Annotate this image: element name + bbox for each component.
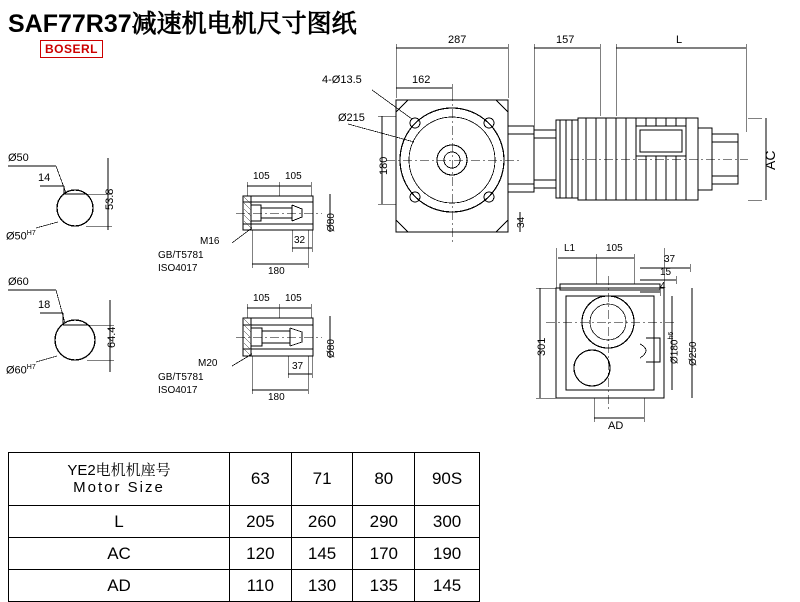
dim-d60-h7: $Ø60^{H7}$	[6, 364, 36, 377]
dim-34: 34	[516, 216, 527, 228]
table-row-label: AC	[9, 538, 230, 570]
dim-AC: AC	[762, 150, 778, 170]
dim-4-holes: 4-Ø13.5	[322, 74, 362, 86]
table-cell: 290	[353, 506, 415, 538]
dim-37-bot: 37	[292, 361, 304, 372]
std-iso4017-bot: ISO4017	[158, 385, 198, 396]
hollow-shaft-bottom	[232, 304, 330, 394]
table-cell: 170	[353, 538, 415, 570]
brand-logo: BOSERL	[40, 40, 103, 58]
dim-AD: AD	[608, 420, 624, 432]
dim-37-bv: 37	[664, 254, 676, 265]
table-col-header: 90S	[415, 453, 480, 506]
dim-105-top-a: 105	[253, 171, 270, 182]
table-col-header: 63	[230, 453, 292, 506]
dim-301: 301	[536, 337, 548, 356]
dim-L: L	[676, 34, 683, 46]
table-cell: 145	[415, 570, 480, 602]
dim-162: 162	[412, 74, 431, 86]
dim-18: 18	[38, 299, 51, 311]
dim-15: 15	[660, 267, 672, 278]
table-row	[9, 538, 480, 570]
dim-d80-top: Ø80	[326, 213, 337, 232]
std-gbt5781-top: GB/T5781	[158, 250, 204, 261]
thread-m16: M16	[200, 236, 220, 247]
hollow-shaft-top	[232, 182, 330, 268]
std-iso4017-top: ISO4017	[158, 263, 198, 274]
dim-53-8: 53.8	[104, 188, 116, 210]
dim-105-bot-a: 105	[253, 293, 270, 304]
table-row-label: L	[9, 506, 230, 538]
dim-32: 32	[294, 235, 306, 246]
table-row	[9, 506, 480, 538]
gearbox-main-view	[348, 44, 766, 242]
shaft-view-d50	[8, 158, 112, 230]
table-row	[9, 453, 480, 506]
dim-d50-h7: $Ø50^{H7}$	[6, 230, 36, 243]
table-cell: 120	[230, 538, 292, 570]
dim-180-top: 180	[268, 266, 285, 277]
table-row-label: AD	[9, 570, 230, 602]
dim-4: 4	[660, 281, 666, 292]
dim-105-bot-b: 105	[285, 293, 302, 304]
table-col-header: 80	[353, 453, 415, 506]
table-col-header: 71	[291, 453, 353, 506]
table-cell: 205	[230, 506, 292, 538]
dim-d215: Ø215	[338, 112, 365, 124]
dim-180-main: 180	[378, 156, 390, 175]
dim-L1: L1	[564, 243, 576, 254]
shaft-view-d60	[8, 290, 114, 372]
motor-size-table	[8, 452, 480, 602]
std-gbt5781-bot: GB/T5781	[158, 372, 204, 383]
dim-287: 287	[448, 34, 467, 46]
dim-157: 157	[556, 34, 575, 46]
table-cell: 135	[353, 570, 415, 602]
table-cell: 190	[415, 538, 480, 570]
dim-d50: Ø50	[8, 152, 29, 164]
dim-105-top-b: 105	[285, 171, 302, 182]
table-cell: 145	[291, 538, 353, 570]
dim-d250: Ø250	[688, 341, 699, 366]
page-title: SAF77R37减速机电机尺寸图纸	[8, 10, 357, 38]
table-header-motor-size: YE2电机机座号 Motor Size	[9, 453, 230, 506]
dim-d80-bot: Ø80	[326, 339, 337, 358]
dim-64-4: 64.4	[106, 326, 118, 348]
dim-180-bot: 180	[268, 392, 285, 403]
table-cell: 130	[291, 570, 353, 602]
table-row	[9, 570, 480, 602]
thread-m20: M20	[198, 358, 218, 369]
table-cell: 300	[415, 506, 480, 538]
dim-14: 14	[38, 172, 51, 184]
table-cell: 260	[291, 506, 353, 538]
dim-105-bv: 105	[606, 243, 623, 254]
dim-d180: $Ø180^{h6}$	[668, 331, 681, 364]
dim-d60: Ø60	[8, 276, 29, 288]
table-cell: 110	[230, 570, 292, 602]
